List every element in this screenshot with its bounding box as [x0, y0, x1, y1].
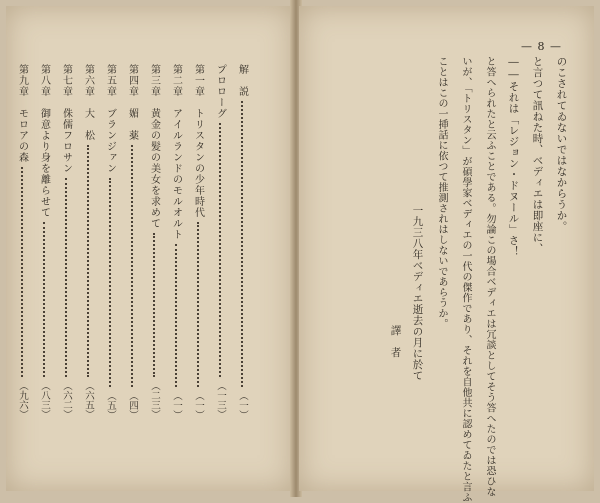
toc-entry-page: （一） — [237, 390, 248, 419]
toc-entry-page: （一） — [171, 390, 182, 419]
toc-entry-page: （八三） — [39, 381, 50, 419]
preface-line: いが、「トリスタン」が碩學家ベディエの一代の傑作であり、それを自他共に認めてゐたと言ふ — [460, 56, 471, 503]
toc-leader-dots — [131, 145, 133, 387]
toc-entry-page: （一三） — [215, 381, 226, 419]
toc-leader-dots — [21, 167, 23, 377]
toc-entry — [168, 64, 184, 419]
preface-date-line: 一九三八年ベディエ逝去の月に於て — [411, 205, 424, 381]
toc-entry-page: （六二） — [61, 381, 72, 419]
toc-entry — [14, 64, 30, 419]
toc-leader-dots — [87, 145, 89, 377]
toc-entry-title: 第七章 侏儒フロサン — [60, 64, 72, 174]
toc-leader-dots — [65, 178, 67, 377]
toc-entry-title: 第三章 黄金の髪の美女を求めて — [148, 64, 160, 229]
toc-entry-title: 第二章 アイルランドのモルオルト — [170, 64, 182, 240]
toc-entry — [102, 64, 118, 419]
toc-entry — [190, 64, 206, 419]
toc-leader-dots — [109, 178, 111, 387]
preface-line: のこされてゐないではなからうか。 — [555, 56, 568, 232]
toc-entry-title: 第五章 ブランジァン — [104, 64, 116, 174]
preface-line: と答へられたと云ふことである。勿論この場合ベディエは冗談としてそう答へたのでは恐ひな — [484, 56, 495, 497]
translator-signature: 譯 者 — [389, 325, 402, 358]
toc-leader-dots — [241, 101, 243, 387]
toc-leader-dots — [43, 222, 45, 377]
toc-entry-page: （六五） — [83, 381, 94, 419]
toc-entry — [234, 64, 250, 419]
preface-line: ――それは「レジョン・ドヌール」さ！ — [507, 56, 520, 257]
toc-leader-dots — [197, 222, 199, 387]
toc-entry-page: （九六） — [17, 381, 28, 419]
toc-entry-page: （五） — [105, 390, 116, 419]
toc-entry-page: （一） — [193, 390, 204, 419]
toc-entry — [36, 64, 52, 419]
preface-line: と言つて訊ねた時、ベディエは即座に、 — [531, 56, 544, 254]
toc-entry-title: 第九章 モロアの森 — [16, 64, 28, 163]
toc-entry — [58, 64, 74, 419]
page-number: — 8 — — [521, 40, 562, 53]
toc-entry-title: 第六章 大 松 — [82, 64, 94, 141]
toc-entry-title: 第四章 媚 薬 — [126, 64, 138, 141]
toc-entry — [146, 64, 162, 419]
toc-entry-page: （四） — [127, 390, 138, 419]
toc-entry-page: （二三） — [149, 381, 160, 419]
toc-leader-dots — [153, 233, 155, 377]
preface-line: ことはこの一挿話に依つて推測されはしないであらうか。 — [436, 56, 447, 329]
toc-entry-title: 第八章 御意より身を離らせて — [38, 64, 50, 218]
left-page-contents — [6, 6, 293, 491]
toc-entry-title: 解 説 — [236, 64, 248, 97]
toc-entry — [212, 64, 228, 419]
toc-entry — [80, 64, 96, 419]
toc-entry-title: 第一章 トリスタンの少年時代 — [192, 64, 204, 218]
toc-entry-title: プロローグ — [214, 64, 226, 119]
toc-entry — [124, 64, 140, 419]
toc-leader-dots — [175, 244, 177, 387]
toc-leader-dots — [219, 123, 221, 377]
